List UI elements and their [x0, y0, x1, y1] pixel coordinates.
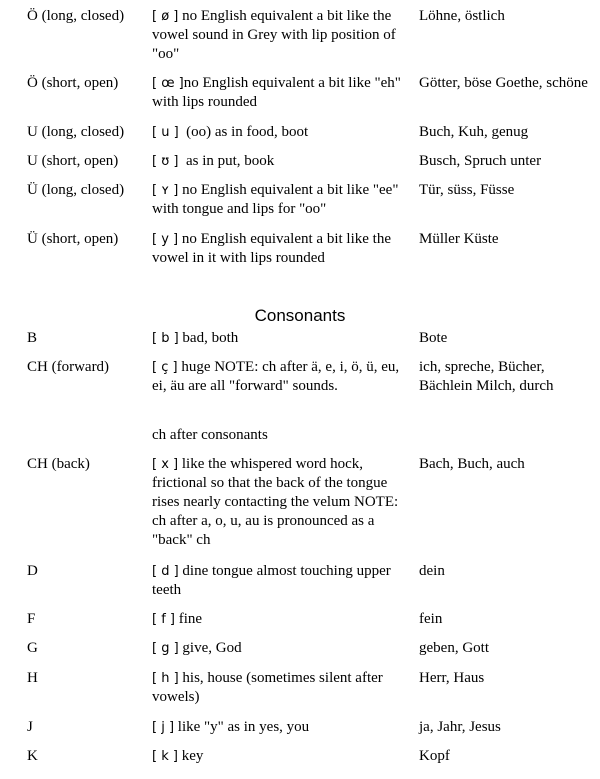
- letter-label: Ö (short, open): [27, 75, 119, 91]
- ipa-symbol: [ b ]: [152, 331, 179, 346]
- pronunciation-description: [152, 562, 406, 600]
- example-words: Götter, böse Goethe, schöne: [419, 75, 588, 91]
- description-text: like the whispered word hock, frictional so that the back of the tongue rises nearly contacting the velum NOTE: ch after a, o, u, au is pronounced as a "back" ch: [152, 456, 399, 548]
- letter-label: CH (forward): [27, 359, 110, 375]
- ipa-symbol: [ h ]: [152, 671, 179, 686]
- example-words: Löhne, östlich: [419, 8, 505, 24]
- letter-label: Ö (long, closed): [27, 8, 125, 24]
- example-words: Busch, Spruch unter: [419, 153, 542, 169]
- ipa-symbol: [ g ]: [152, 641, 179, 656]
- ipa-symbol: [ f ]: [152, 612, 175, 627]
- example-words: Buch, Kuh, genug: [419, 124, 529, 140]
- pronunciation-description: [152, 7, 406, 64]
- description-text: dine tongue almost touching upper teeth: [152, 563, 391, 598]
- letter-label: J: [27, 719, 33, 735]
- letter-label: Ü (long, closed): [27, 182, 125, 198]
- pronunciation-description: [152, 639, 406, 658]
- ipa-symbol: [ œ ]: [152, 76, 184, 91]
- ipa-symbol: [ ʏ ]: [152, 183, 179, 198]
- description-text: no English equivalent a bit like the vowel sound in Grey with lip position of "oo": [152, 8, 396, 62]
- pronunciation-description: [152, 455, 406, 550]
- letter-label: U (short, open): [27, 153, 119, 169]
- letter-label: G: [27, 640, 38, 656]
- letter-label: B: [27, 330, 38, 346]
- example-words: dein: [419, 563, 445, 579]
- description-text: key: [181, 748, 204, 764]
- pronunciation-description: [152, 329, 406, 348]
- ipa-symbol: [ d ]: [152, 564, 179, 579]
- pronunciation-description: [152, 123, 406, 142]
- pronunciation-description: [152, 358, 406, 396]
- section-heading: Consonants: [254, 306, 346, 325]
- example-words: Kopf: [419, 748, 450, 764]
- description-text: huge NOTE: ch after ä, e, i, ö, ü, eu, ei, äu are all "forward" sounds.: [152, 359, 400, 394]
- ipa-symbol: [ y ]: [152, 232, 179, 247]
- description-text: give, God: [182, 640, 242, 656]
- ipa-symbol: [ j ]: [152, 720, 175, 735]
- letter-label: Ü (short, open): [27, 231, 119, 247]
- description-text: ch after consonants: [152, 427, 268, 443]
- description-text: (oo) as in food, boot: [186, 124, 309, 140]
- description-text: no English equivalent a bit like "eh" with lips rounded: [152, 75, 401, 110]
- letter-label: U (long, closed): [27, 124, 125, 140]
- pronunciation-description: [152, 669, 406, 707]
- example-words: Bote: [419, 330, 448, 346]
- example-words: Tür, süss, Füsse: [419, 182, 515, 198]
- letter-label: K: [27, 748, 38, 764]
- pronunciation-description: [152, 610, 406, 629]
- example-words: ja, Jahr, Jesus: [419, 719, 501, 735]
- pronunciation-description: [152, 181, 406, 219]
- description-text: bad, both: [182, 330, 239, 346]
- letter-label: F: [27, 611, 36, 627]
- description-text: like "y" as in yes, you: [177, 719, 310, 735]
- pronunciation-description: [152, 74, 406, 112]
- description-text: no English equivalent a bit like "ee" with tongue and lips for "oo": [152, 182, 399, 217]
- ipa-symbol: [ u ]: [152, 125, 179, 140]
- ipa-symbol: [ k ]: [152, 749, 178, 764]
- pronunciation-description: [152, 152, 406, 171]
- ipa-symbol: [ ø ]: [152, 9, 179, 24]
- example-words: fein: [419, 611, 443, 627]
- example-words: Herr, Haus: [419, 670, 485, 686]
- pronunciation-description: [152, 747, 406, 766]
- letter-label: D: [27, 563, 38, 579]
- example-words: ich, spreche, Bücher, Bächlein Milch, durch: [419, 359, 554, 394]
- ipa-symbol: [ ʊ ]: [152, 154, 179, 169]
- description-text: no English equivalent a bit like the vowel in it with lips rounded: [152, 231, 391, 266]
- description-text: as in put, book: [185, 153, 275, 169]
- pronunciation-description: [152, 426, 406, 445]
- letter-label: H: [27, 670, 38, 686]
- example-words: Müller Küste: [419, 231, 499, 247]
- ipa-symbol: [ x ]: [152, 457, 179, 472]
- description-text: fine: [178, 611, 203, 627]
- example-words: geben, Gott: [419, 640, 489, 656]
- pronunciation-description: [152, 718, 406, 737]
- description-text: his, house (sometimes silent after vowels): [152, 670, 383, 705]
- letter-label: CH (back): [27, 456, 90, 472]
- ipa-symbol: [ ç ]: [152, 360, 178, 375]
- pronunciation-description: [152, 230, 406, 268]
- example-words: Bach, Buch, auch: [419, 456, 525, 472]
